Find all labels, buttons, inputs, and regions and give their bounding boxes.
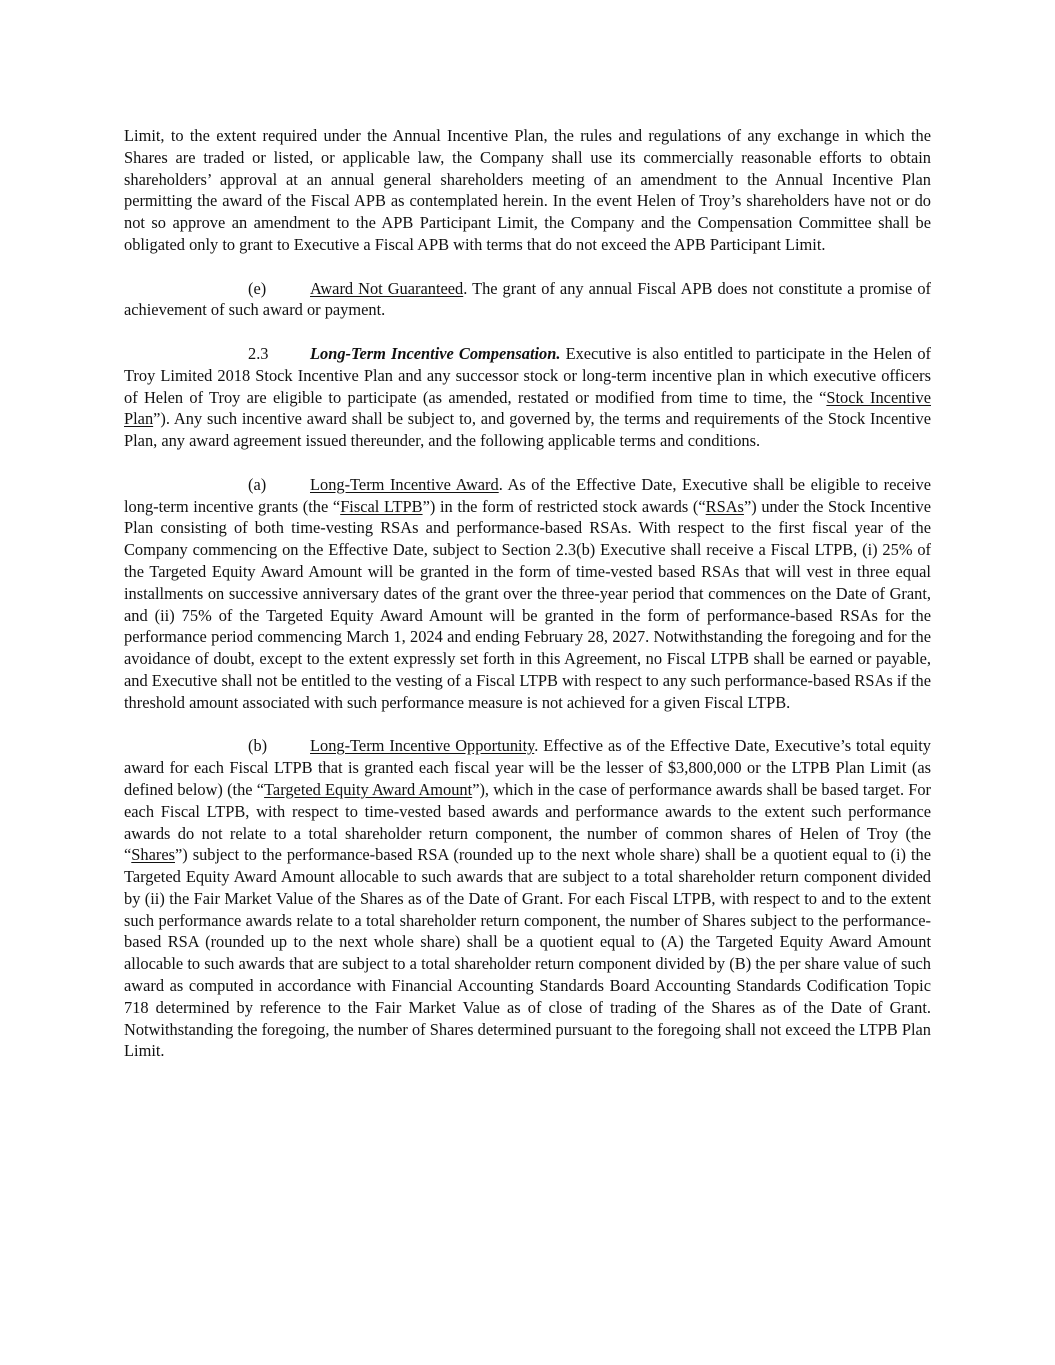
paragraph-text: ”) subject to the performance-based RSA (rounded up to the next whole share) shall be a quotient equal to (i) the Targeted Equity Award Amount allocable to such awards that are subject to a total shareholder return component divided by (ii) the Fair Market Value of the Shares as of the Date of Grant. For each Fiscal LTPB, with respect to and to the extent such performance awards relate to a total shareholder return component, the number of Shares subject to the performance-based RSA (rounded up to the next whole share) shall be a quotient equal to (A) the Targeted Equity Award Amount allocable to such awards that are subject to a total shareholder return component divided by (B) the per share value of such award as computed in accordance with Financial Accounting Standards Board Accounting Standards Codification Topic 718 determined by reference to the Fair Market Value as of close of trading of the Shares as of the Date of Grant. Notwithstanding the foregoing, the number of Shares determined pursuant to the foregoing shall not exceed the LTPB Plan Limit. bbox=[124, 845, 931, 1061]
defined-term: Targeted Equity Award Amount bbox=[264, 779, 473, 799]
paragraph-text: . As of the Effective Date, Executive shall be eligible to receive long-term incentive grants (the “ bbox=[124, 474, 931, 516]
defined-term: Stock Incentive Plan bbox=[124, 387, 931, 429]
paragraph-text: Limit, to the extent required under the Annual Incentive Plan, the rules and regulations of any exchange in which the Shares are traded or listed, or applicable law, the Company shall use its commercially reasonable efforts to obtain shareholders’ approval at an annual general shareholders meeting of an amendment to the Annual Incentive Plan permitting the award of the Fiscal APB as contemplated herein. In the event Helen of Troy’s shareholders have not or do not so approve an amendment to the APB Participant Limit, the Company and the Compensation Committee shall be obligated only to grant to Executive a Fiscal APB with terms that do not exceed the APB Participant Limit. bbox=[124, 126, 931, 254]
section-heading: Long-Term Incentive Award bbox=[310, 474, 499, 494]
paragraph-text: ”), which in the case of performance awards shall be based target. For each Fiscal LTPB, with respect to time-vested based awards and performance awards to the extent such performance awards do not relate to a total shareholder return component, the number of common shares of Helen of Troy (the “ bbox=[124, 779, 932, 865]
paragraph-text: . The grant of any annual Fiscal APB does not constitute a promise of achievement of such award or payment. bbox=[124, 278, 931, 320]
defined-term: RSAs bbox=[705, 496, 744, 516]
paragraph-text: . Effective as of the Effective Date, Executive’s total equity award for each Fiscal LTPB that is granted each fiscal year will be the lesser of $3,800,000 or the LTPB Plan Limit (as defined below) (the “ bbox=[124, 736, 931, 799]
section-number: (a) bbox=[248, 474, 267, 494]
section-number: (e) bbox=[248, 278, 267, 298]
section-heading: Award Not Guaranteed bbox=[310, 278, 464, 298]
paragraph-long-term-incentive-opportunity bbox=[124, 735, 931, 1062]
paragraph-long-term-incentive-compensation bbox=[124, 343, 931, 452]
section-number: 2.3 bbox=[248, 343, 269, 363]
paragraph-text: Executive is also entitled to participate in the Helen of Troy Limited 2018 Stock Incentive Plan and any successor stock or long-term incentive plan in which executive officers of Helen of Troy are eligible to participate (as amended, restated or modified from time to time, the “ bbox=[124, 343, 931, 407]
section-heading: Long-Term Incentive Compensation. bbox=[310, 343, 561, 363]
paragraph-text: ”). Any such incentive award shall be subject to, and governed by, the terms and requirements of the Stock Incentive Plan, any award agreement issued thereunder, and the following applicable terms and conditions. bbox=[124, 409, 931, 451]
paragraph-award-not-guaranteed bbox=[124, 278, 931, 322]
document-page bbox=[124, 125, 931, 1084]
paragraph-text: ”) under the Stock Incentive Plan consisting of both time-vesting RSAs and performance-based RSAs. With respect to the first fiscal year of the Company commencing on the Effective Date, subject to Section 2.3(b) Executive shall receive a Fiscal LTPB, (i) 25% of the Targeted Equity Award Amount will be granted in the form of time-vested based RSAs that will vest in three equal installments on successive anniversary dates of the grant over the three-year period that commences on the Date of Grant, and (ii) 75% of the Targeted Equity Award Amount will be granted in the form of performance-based RSAs for the performance period commencing March 1, 2024 and ending February 28, 2027. Notwithstanding the foregoing and for the avoidance of doubt, except to the extent expressly set forth in this Agreement, no Fiscal LTPB shall be earned or payable, and Executive shall not be entitled to the vesting of a Fiscal LTPB with respect to any such performance-based RSAs if the threshold amount associated with such performance measure is not achieved for a given Fiscal LTPB. bbox=[124, 496, 931, 712]
paragraph-long-term-incentive-award bbox=[124, 474, 931, 714]
section-number: (b) bbox=[248, 736, 268, 756]
section-heading: Long-Term Incentive Opportunity bbox=[310, 736, 535, 756]
paragraph-apb-limit bbox=[124, 125, 931, 256]
defined-term: Fiscal LTPB bbox=[340, 496, 423, 516]
paragraph-text: ”) in the form of restricted stock awards (“ bbox=[422, 496, 706, 516]
defined-term: Shares bbox=[131, 845, 175, 865]
